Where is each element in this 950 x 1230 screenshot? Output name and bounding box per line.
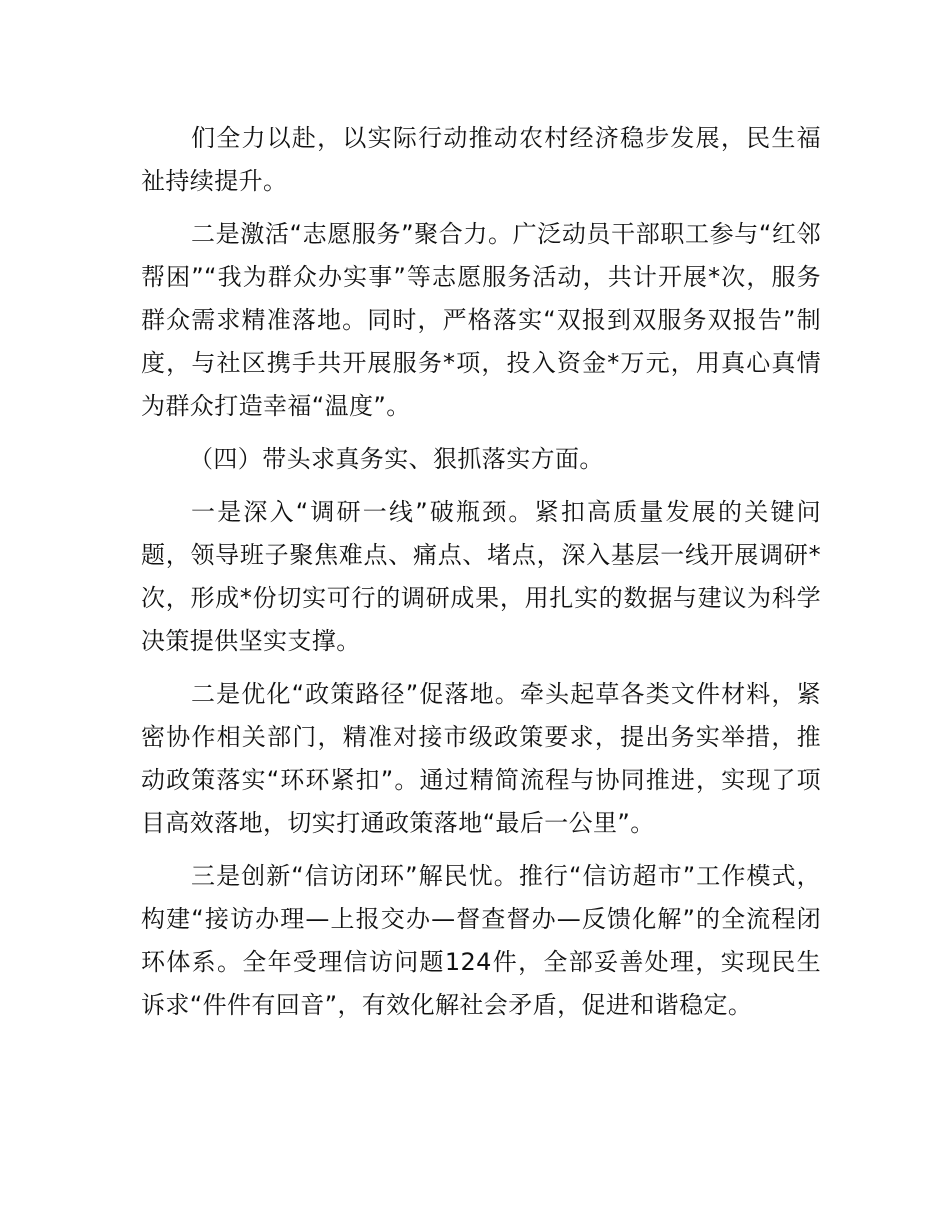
paragraph-volunteer-service: 二是激活“志愿服务”聚合力。广泛动员干部职工参与“红邻帮困”“我为群众办实事”等志愿服务活动，共计开展*次，服务群众需求精准落地。同时，严格落实“双报到双服务双报告”制度，与社区携手共开展服务*项，投入资金*万元，用真心真情为群众打造幸福“温度”。 [141,220,821,420]
paragraph-continuation: 们全力以赴，以实际行动推动农村经济稳步发展，民生福祉持续提升。 [141,124,821,195]
section-heading-4: （四）带头求真务实、狠抓落实方面。 [189,445,604,473]
document-body [141,117,821,1037]
paragraph-research: 一是深入“调研一线”破瓶颈。紧扣高质量发展的关键问题，领导班子聚焦难点、痛点、堵点，深入基层一线开展调研*次，形成*份切实可行的调研成果，用扎实的数据与建议为科学决策提供坚实支撑。 [141,498,821,655]
paragraph-policy: 二是优化“政策路径”促落地。牵头起草各类文件材料，紧密协作相关部门，精准对接市级政策要求，提出务实举措，推动政策落实“环环紧扣”。通过精简流程与协同推进，实现了项目高效落地，切实打通政策落地“最后一公里”。 [141,680,821,837]
paragraph-petition: 三是创新“信访闭环”解民忧。推行“信访超市”工作模式，构建“接访办理—上报交办—督查督办—反馈化解”的全流程闭环体系。全年受理信访问题124件，全部妥善处理，实现民生诉求“件件有回音”，有效化解社会矛盾，促进和谐稳定。 [141,862,821,1019]
